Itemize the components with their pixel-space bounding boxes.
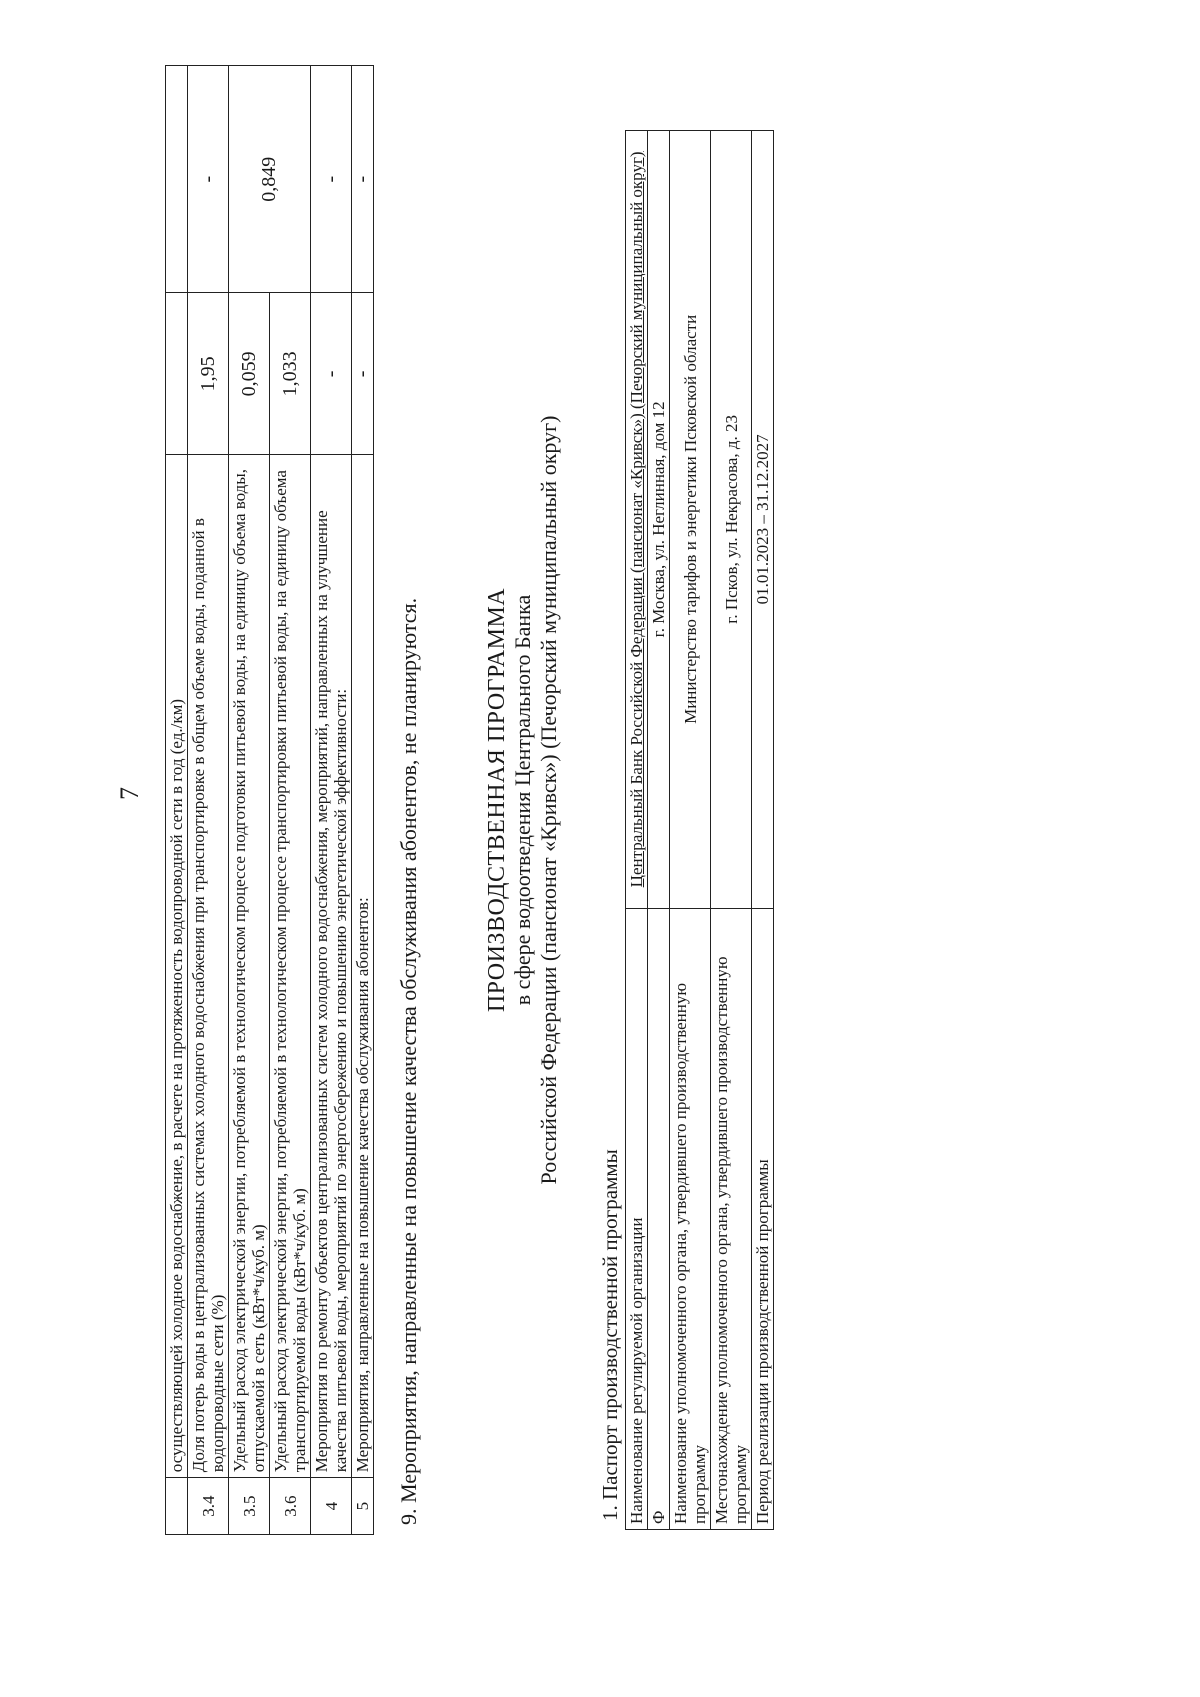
row-number: 4 [311, 1478, 352, 1535]
passport-key: Ф [648, 908, 670, 1529]
row-value-1: 1,95 [188, 293, 229, 455]
row-value-2 [166, 66, 188, 293]
passport-value: г. Псков, ул. Некрасова, д. 23 [711, 131, 752, 909]
row-description: Удельный расход электрической энергии, потребляемой в технологическом процессе транспортировки питьевой воды, на единицу объема транспортируемой воды (кВт*ч/куб. м) [270, 455, 311, 1478]
row-number: 3.6 [270, 1478, 311, 1535]
indicators-table [165, 65, 374, 1535]
section-9-note: 9. Мероприятия, направленные на повышение качества обслуживания абонентов, не планируются. [396, 597, 421, 1525]
row-description: осуществляющей холодное водоснабжение, в расчете на протяженность водопроводной сети в год (ед./км) [166, 455, 188, 1478]
rotated-content [165, 65, 1065, 1535]
passport-key: Наименование регулируемой организации [626, 908, 648, 1529]
passport-key: Наименование уполномоченного органа, утвердившего производственную программу [670, 908, 711, 1529]
table-row [670, 131, 711, 1530]
program-title-line-3: Российской Федерации (пансионат «Кривск») (Печорский муниципальный округ) [536, 415, 561, 1185]
passport-heading: 1. Паспорт производственной программы [598, 1149, 622, 1521]
row-number [166, 1478, 188, 1535]
table-row [711, 131, 752, 1530]
row-value-2: - [311, 66, 352, 293]
table-row [352, 66, 374, 1535]
page-number: 7 [115, 787, 144, 800]
passport-key: Период реализации производственной программы [752, 908, 774, 1529]
passport-value: 01.01.2023 – 31.12.2027 [752, 131, 774, 909]
passport-key: Местонахождение уполномоченного органа, утвердившего производственную программу [711, 908, 752, 1529]
program-title-main: ПРОИЗВОДСТВЕННАЯ ПРОГРАММА [484, 587, 510, 1013]
row-value-1: 1,033 [270, 293, 311, 455]
row-number: 5 [352, 1478, 374, 1535]
row-number: 3.5 [229, 1478, 270, 1535]
table-row [166, 66, 188, 1535]
row-description: Мероприятия по ремонту объектов централизованных систем холодного водоснабжения, мероприятий, направленных на улучшение качества питьевой воды, мероприятий по энергосбережению и повышению энергетической эффективности: [311, 455, 352, 1478]
passport-value: Центральный Банк Российской Федерации (пансионат «Кривск») (Печорский муниципальный округ) [626, 131, 648, 909]
program-title [484, 65, 562, 1535]
row-value-2: - [352, 66, 374, 293]
table-row [229, 66, 270, 1535]
table-row [188, 66, 229, 1535]
passport-value: Министерство тарифов и энергетики Псковской области [670, 131, 711, 909]
table-row [752, 131, 774, 1530]
row-description: Удельный расход электрической энергии, потребляемой в технологическом процессе подготовки питьевой воды, на единицу объема воды, отпускаемой в сеть (кВт*ч/куб. м) [229, 455, 270, 1478]
row-value-1: - [311, 293, 352, 455]
row-description: Доля потерь воды в централизованных системах холодного водоснабжения при транспортировке в общем объеме воды, поданной в водопроводные сети (%) [188, 455, 229, 1478]
program-title-line-2: в сфере водоотведения Центрального Банка [510, 594, 535, 1006]
table-row [648, 131, 670, 1530]
table-row [626, 131, 648, 1530]
row-value-2: - [188, 66, 229, 293]
row-value-2: 0,849 [229, 66, 311, 293]
row-value-1 [166, 293, 188, 455]
passport-value: г. Москва, ул. Неглинная, дом 12 [648, 131, 670, 909]
table-row [311, 66, 352, 1535]
row-value-1: 0,059 [229, 293, 270, 455]
row-description: Мероприятия, направленные на повышение качества обслуживания абонентов: [352, 455, 374, 1478]
row-value-1: - [352, 293, 374, 455]
row-number: 3.4 [188, 1478, 229, 1535]
passport-table [625, 130, 774, 1530]
